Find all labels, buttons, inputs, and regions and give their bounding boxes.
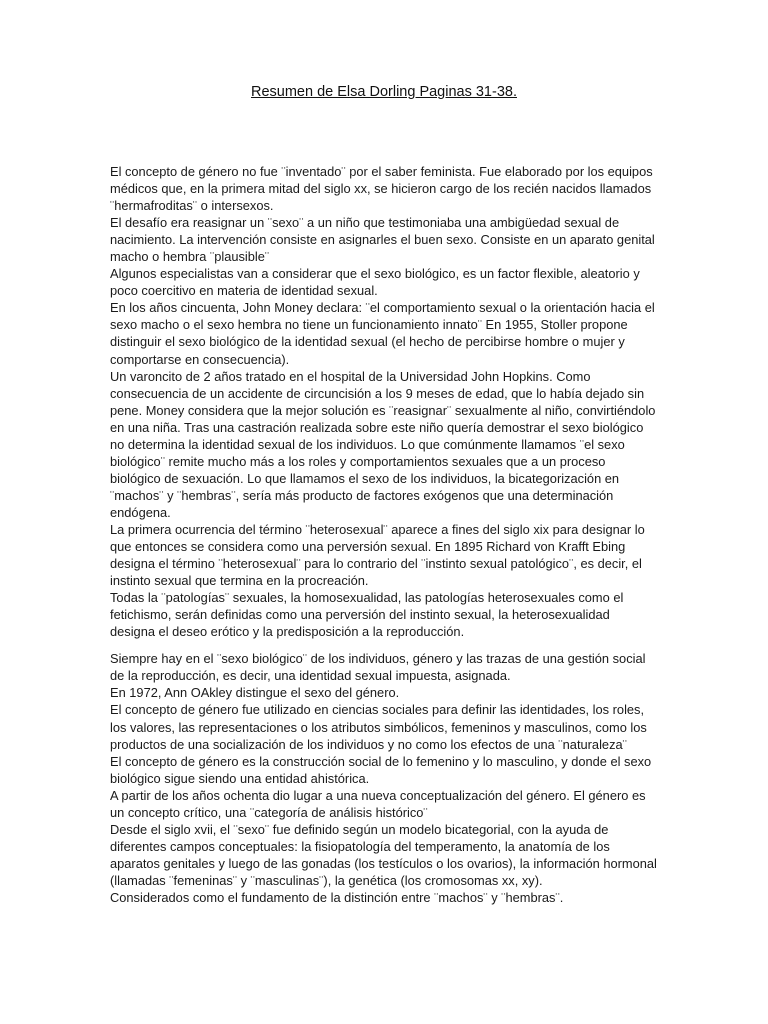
- paragraph: Considerados como el fundamento de la distinción entre ¨machos¨ y ¨hembras¨.: [110, 889, 564, 905]
- paragraph: El concepto de género no fue ¨inventado¨ por el saber feminista. Fue elaborado por los equipos médicos que, en la primera mitad del siglo xx, se hicieron cargo de los recién nacidos llamados ¨hermafroditas¨ o intersexos.: [110, 164, 653, 214]
- paragraph: A partir de los años ochenta dio lugar a una nueva conceptualización del género. El género es un concepto crítico, una ¨categoría de análisis histórico¨: [110, 787, 646, 820]
- paragraph: La primera ocurrencia del término ¨heterosexual¨ aparece a fines del siglo xix para designar lo que entonces se considera como una perversión sexual. En 1895 Richard von Krafft Ebing designa el término ¨heterosexual¨ para lo contrario del ¨instinto sexual patológico¨, es decir, el instinto sexual que termina en la procreación.: [110, 521, 645, 589]
- paragraph: En 1972, Ann OAkley distingue el sexo del género.: [110, 685, 400, 701]
- paragraph: El desafío era reasignar un ¨sexo¨ a un niño que testimoniaba una ambigüedad sexual de nacimiento. La intervención consiste en asignarles el buen sexo. Consiste en un aparato genital macho o hembra ¨plausible¨: [110, 215, 655, 265]
- paragraph: Todas la ¨patologías¨ sexuales, la homosexualidad, las patologías heterosexuales como el fetichismo, serán definidas como una perversión del instinto sexual, la heterosexualidad designa el deseo erótico y la predisposición a la reproducción.: [110, 590, 624, 640]
- paragraph: Algunos especialistas van a considerar que el sexo biológico, es un factor flexible, aleatorio y poco coercitivo en materia de identidad sexual.: [110, 266, 640, 299]
- paragraph: En los años cincuenta, John Money declara: ¨el comportamiento sexual o la orientación hacia el sexo macho o el sexo hembra no tiene un funcionamiento innato¨ En 1955, Stoller propone distinguir el sexo biológico de la identidad sexual (el hecho de percibirse hombre o mujer y comportarse en consecuencia).: [110, 300, 655, 367]
- paragraph: Un varoncito de 2 años tratado en el hospital de la Universidad John Hopkins. Como consecuencia de un accidente de circuncisión a los 9 meses de edad, que lo había dejado sin pene. Money considera que la mejor solución es ¨reasignar¨ sexualmente al niño, convirtiéndolo en una niña. Tras una castración realizada sobre este niño quería demostrar el sexo biológico no determina la identidad sexual de los individuos. Lo que comúnmente llamamos ¨el sexo biológico¨ remite mucho más a los roles y comportamientos sexuales que a un proceso biológico de sexuación. Lo que llamamos el sexo de los individuos, la bicategorización en ¨machos¨ y ¨hembras¨, sería más producto de factores exógenos que una determinación endógena.: [110, 368, 656, 520]
- document-title: Resumen de Elsa Dorling Paginas 31-38.: [251, 84, 517, 100]
- document-body: [110, 163, 658, 906]
- paragraph: El concepto de género fue utilizado en ciencias sociales para definir las identidades, los roles, los valores, las representaciones o los atributos simbólicos, femeninos y masculinos, como los productos de una socialización de los individuos y no como los efectos de una ¨naturaleza¨: [110, 702, 647, 752]
- paragraph: Siempre hay en el ¨sexo biológico¨ de los individuos, género y las trazas de una gestión social de la reproducción, es decir, una identidad sexual impuesta, asignada.: [110, 651, 646, 684]
- paragraph: El concepto de género es la construcción social de lo femenino y lo masculino, y donde el sexo biológico sigue siendo una entidad ahistórica.: [110, 753, 652, 786]
- paragraph: Desde el siglo xvii, el ¨sexo¨ fue definido según un modelo bicategorial, con la ayuda de diferentes campos conceptuales: la fisiopatología del temperamento, la anatomía de los aparatos genitales y luego de las gonadas (los testículos o los ovarios), la información hormonal (llamadas ¨femeninas¨ y ¨masculinas¨), la genética (los cromosomas xx, xy).: [110, 821, 657, 888]
